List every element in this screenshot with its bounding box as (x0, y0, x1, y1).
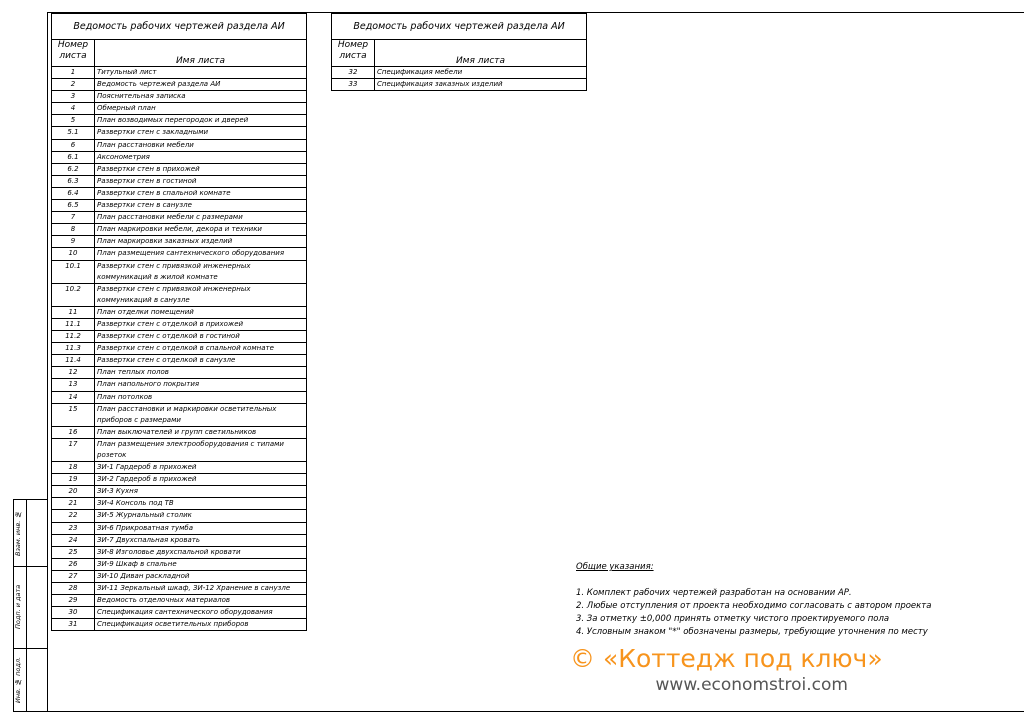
sheet-name-cell: План отделки помещений (95, 306, 307, 318)
sheet-name-cell: ЗИ-11 Зеркальный шкаф, ЗИ-12 Хранение в санузле (95, 583, 307, 595)
sheet-number-cell: 13 (52, 379, 95, 391)
sheet-name-cell: Развертки стен с привязкой инженерных коммуникаций в санузле (95, 283, 307, 306)
table-row (52, 583, 307, 595)
sheet-name-cell: ЗИ-1 Гардероб в прихожей (95, 462, 307, 474)
sheet-number-cell: 6.1 (52, 151, 95, 163)
sheet-name-cell: Спецификация заказных изделий (375, 79, 587, 91)
sheet-name-cell: ЗИ-2 Гардероб в прихожей (95, 474, 307, 486)
table-row (52, 127, 307, 139)
sheet-name-cell: Аксонометрия (95, 151, 307, 163)
sheet-name-cell: Ведомость отделочных материалов (95, 595, 307, 607)
sheet-name-cell: ЗИ-4 Консоль под ТВ (95, 498, 307, 510)
sheet-name-cell: План расстановки и маркировки осветительных приборов с размерами (95, 403, 307, 426)
column-header-number: Номер листа (52, 40, 95, 67)
table-row (52, 67, 307, 79)
sheet-number-cell: 6.4 (52, 187, 95, 199)
table-row (52, 558, 307, 570)
table-row (52, 607, 307, 619)
sheet-name-cell: ЗИ-7 Двухспальная кровать (95, 534, 307, 546)
watermark-url: www.economstroi.com (655, 675, 848, 695)
sheet-number-cell: 1 (52, 67, 95, 79)
sheet-name-cell: Спецификация сантехнического оборудования (95, 607, 307, 619)
table-row (52, 248, 307, 260)
sheet-name-cell: План размещения электрооборудования с типами розеток (95, 438, 307, 461)
sheet-number-cell: 4 (52, 103, 95, 115)
sheet-name-cell: Развертки стен в спальной комнате (95, 187, 307, 199)
table-row (52, 426, 307, 438)
table-row (52, 260, 307, 283)
table-row (52, 570, 307, 582)
table-row (52, 546, 307, 558)
sidebar-separator (14, 566, 47, 567)
watermark (570, 644, 890, 695)
sheet-name-cell: ЗИ-9 Шкаф в спальне (95, 558, 307, 570)
table-row (332, 79, 587, 91)
sheet-name-cell: План напольного покрытия (95, 379, 307, 391)
column-header-number: Номер листа (332, 40, 375, 67)
sheet-number-cell: 5.1 (52, 127, 95, 139)
table-row (52, 187, 307, 199)
sheet-name-cell: План выключателей и групп светильников (95, 426, 307, 438)
sheet-number-cell: 28 (52, 583, 95, 595)
sheet-name-cell: План потолков (95, 391, 307, 403)
note-item: 1. Комплект рабочих чертежей разработан на основании АР. (576, 588, 852, 598)
sidebar-label-mid: Подп. и дата (14, 584, 22, 630)
sheet-number-cell: 14 (52, 391, 95, 403)
sheet-number-cell: 6.5 (52, 200, 95, 212)
sheet-name-cell: ЗИ-3 Кухня (95, 486, 307, 498)
sheet-number-cell: 10 (52, 248, 95, 260)
sheet-number-cell: 11 (52, 306, 95, 318)
sheet-name-cell: Ведомость чертежей раздела АИ (95, 79, 307, 91)
table-row (52, 438, 307, 461)
table-row (52, 534, 307, 546)
drawings-list-table-continued (331, 13, 587, 91)
table-row (52, 391, 307, 403)
sheet-number-cell: 19 (52, 474, 95, 486)
table-row (52, 474, 307, 486)
note-item: 2. Любые отступления от проекта необходимо согласовать с автором проекта (576, 601, 932, 611)
sheet-number-cell: 6.3 (52, 175, 95, 187)
sheet-number-cell: 6.2 (52, 163, 95, 175)
watermark-title: © «Коттедж под ключ» (570, 644, 883, 673)
table-row (52, 115, 307, 127)
sheet-number-cell: 16 (52, 426, 95, 438)
table-row (52, 200, 307, 212)
sheet-number-cell: 7 (52, 212, 95, 224)
table-row (52, 486, 307, 498)
sheet-number-cell: 30 (52, 607, 95, 619)
sheet-name-cell: Развертки стен с отделкой в санузле (95, 355, 307, 367)
sheet-number-cell: 22 (52, 510, 95, 522)
sheet-number-cell: 15 (52, 403, 95, 426)
sheet-number-cell: 27 (52, 570, 95, 582)
sheet-name-cell: ЗИ-10 Диван раскладной (95, 570, 307, 582)
sheet-number-cell: 18 (52, 462, 95, 474)
table-body (52, 67, 307, 631)
table-row (52, 522, 307, 534)
sheet-number-cell: 10.1 (52, 260, 95, 283)
table-title: Ведомость рабочих чертежей раздела АИ (332, 14, 587, 40)
table-row (52, 283, 307, 306)
column-header-name: Имя листа (375, 40, 587, 67)
sheet-number-cell: 29 (52, 595, 95, 607)
sidebar-separator (14, 648, 47, 649)
sheet-name-cell: Развертки стен с привязкой инженерных коммуникаций в жилой комнате (95, 260, 307, 283)
table-row (52, 462, 307, 474)
sheet-name-cell: План расстановки мебели с размерами (95, 212, 307, 224)
sheet-name-cell: Развертки стен с отделкой в гостиной (95, 331, 307, 343)
sheet-name-cell: ЗИ-5 Журнальный столик (95, 510, 307, 522)
table-row (52, 139, 307, 151)
table-row (332, 67, 587, 79)
table-row (52, 224, 307, 236)
sheet-name-cell: Титульный лист (95, 67, 307, 79)
sheet-number-cell: 10.2 (52, 283, 95, 306)
table-title: Ведомость рабочих чертежей раздела АИ (52, 14, 307, 40)
sheet-name-cell: Спецификация мебели (375, 67, 587, 79)
sheet-name-cell: ЗИ-6 Прикроватная тумба (95, 522, 307, 534)
sheet-number-cell: 8 (52, 224, 95, 236)
table-row (52, 379, 307, 391)
table-row (52, 510, 307, 522)
table-row (52, 306, 307, 318)
sheet-name-cell: Развертки стен в санузле (95, 200, 307, 212)
sheet-number-cell: 2 (52, 79, 95, 91)
table-row (52, 595, 307, 607)
sheet-name-cell: Развертки стен с закладными (95, 127, 307, 139)
sheet-number-cell: 21 (52, 498, 95, 510)
sheet-name-cell: План теплых полов (95, 367, 307, 379)
table-row (52, 236, 307, 248)
sheet-name-cell: Развертки стен в прихожей (95, 163, 307, 175)
sheet-number-cell: 17 (52, 438, 95, 461)
table-row (52, 498, 307, 510)
sidebar-label-top: Взам. инв. № (14, 510, 22, 556)
drawings-list-table (51, 13, 307, 631)
sheet-name-cell: План возводимых перегородок и дверей (95, 115, 307, 127)
table-row (52, 212, 307, 224)
sheet-number-cell: 9 (52, 236, 95, 248)
sheet-name-cell: План размещения сантехнического оборудования (95, 248, 307, 260)
table-row (52, 163, 307, 175)
sheet-name-cell: Развертки стен в гостиной (95, 175, 307, 187)
sheet-number-cell: 25 (52, 546, 95, 558)
sheet-name-cell: Обмерный план (95, 103, 307, 115)
sheet-number-cell: 11.3 (52, 343, 95, 355)
sheet-name-cell: Развертки стен с отделкой в спальной комнате (95, 343, 307, 355)
table-row (52, 331, 307, 343)
table-row (52, 103, 307, 115)
column-header-name: Имя листа (95, 40, 307, 67)
table-body (332, 67, 587, 91)
sheet-number-cell: 20 (52, 486, 95, 498)
sheet-number-cell: 11.2 (52, 331, 95, 343)
sheet-number-cell: 31 (52, 619, 95, 631)
sheet-number-cell: 6 (52, 139, 95, 151)
notes-title: Общие указания: (576, 562, 654, 572)
table-row (52, 79, 307, 91)
table-row (52, 355, 307, 367)
sheet-name-cell: Развертки стен с отделкой в прихожей (95, 318, 307, 330)
table-row (52, 151, 307, 163)
note-item: 4. Условным знаком "*" обозначены размеры, требующие уточнения по месту (576, 627, 928, 637)
general-notes (576, 561, 931, 639)
sheet-name-cell: План маркировки мебели, декора и техники (95, 224, 307, 236)
sheet-number-cell: 11.1 (52, 318, 95, 330)
sheet-name-cell: ЗИ-8 Изголовье двухспальной кровати (95, 546, 307, 558)
sheet-number-cell: 12 (52, 367, 95, 379)
sheet-number-cell: 3 (52, 91, 95, 103)
sheet-number-cell: 11.4 (52, 355, 95, 367)
sheet-name-cell: План маркировки заказных изделий (95, 236, 307, 248)
sheet-number-cell: 23 (52, 522, 95, 534)
sheet-number-cell: 5 (52, 115, 95, 127)
sheet-name-cell: Пояснительная записка (95, 91, 307, 103)
table-row (52, 367, 307, 379)
table-row (52, 403, 307, 426)
sheet-number-cell: 32 (332, 67, 375, 79)
sheet-number-cell: 24 (52, 534, 95, 546)
table-row (52, 91, 307, 103)
title-block-sidebar (13, 499, 47, 712)
note-item: 3. За отметку ±0,000 принять отметку чистого проектируемого пола (576, 614, 890, 624)
sheet-name-cell: План расстановки мебели (95, 139, 307, 151)
table-row (52, 343, 307, 355)
sheet-number-cell: 33 (332, 79, 375, 91)
sheet-name-cell: Спецификация осветительных приборов (95, 619, 307, 631)
table-row (52, 619, 307, 631)
table-row (52, 175, 307, 187)
table-row (52, 318, 307, 330)
sidebar-label-bottom: Инв. № подл. (14, 656, 22, 704)
sheet-number-cell: 26 (52, 558, 95, 570)
